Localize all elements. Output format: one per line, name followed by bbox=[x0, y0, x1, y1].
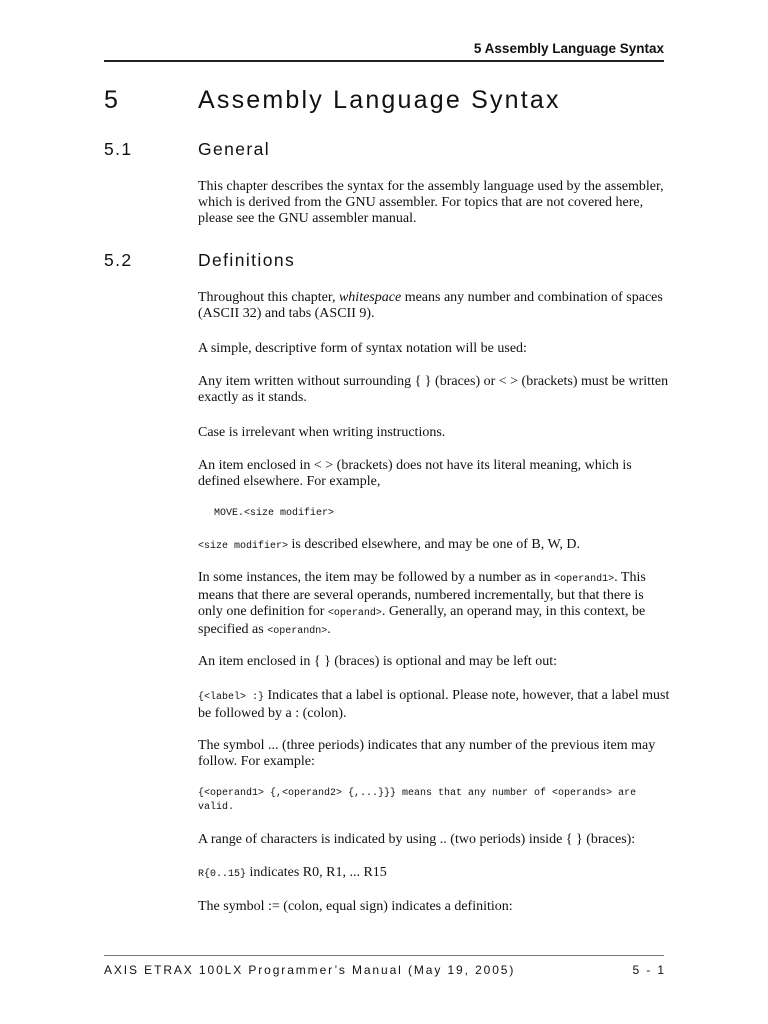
section-number-definitions: 5.2 bbox=[104, 250, 133, 270]
paragraph-general: This chapter describes the syntax for the assembly language used by the assembler, which is derived from the GNU assembler. For topics that are not covered here, please see the GNU assembler manual. bbox=[198, 179, 664, 226]
chapter-title: Assembly Language Syntax bbox=[198, 86, 561, 114]
paragraph-register-range bbox=[198, 865, 670, 883]
code-register-range: R{0..15} bbox=[198, 869, 247, 880]
paragraph-literal-items: Any item written without surrounding { } (braces) or < > (brackets) must be written exactly as it stands. bbox=[198, 374, 669, 405]
code-operandn: <operandn> bbox=[267, 626, 328, 637]
paragraph-operand-numbering bbox=[198, 570, 670, 640]
section-title-definitions: Definitions bbox=[198, 250, 296, 270]
whitespace-lead: Throughout this chapter, bbox=[198, 290, 339, 305]
whitespace-term: whitespace bbox=[338, 290, 402, 305]
size-modifier-text: is described elsewhere, and may be one of B, W, D. bbox=[288, 537, 580, 552]
running-header-title: 5 Assembly Language Syntax bbox=[473, 41, 664, 56]
paragraph-notation: A simple, descriptive form of syntax notation will be used: bbox=[198, 341, 527, 356]
paragraph-size-modifier bbox=[198, 537, 670, 555]
paragraph-three-periods: The symbol ... (three periods) indicates that any number of the previous item may follow. For example: bbox=[198, 738, 656, 769]
operand-text-d: . bbox=[327, 622, 331, 637]
register-range-text: indicates R0, R1, ... R15 bbox=[246, 865, 387, 880]
chapter-number: 5 bbox=[104, 86, 121, 114]
paragraph-label bbox=[198, 688, 670, 722]
code-size-modifier: <size modifier> bbox=[198, 541, 289, 552]
operand-text-c: . Generally, an operand may, in this context, be specified as bbox=[198, 604, 646, 637]
paragraph-range: A range of characters is indicated by using .. (two periods) inside { } (braces): bbox=[198, 832, 636, 847]
footer-manual-title: AXIS ETRAX 100LX Programmer’s Manual (May 19, 2005) bbox=[104, 963, 516, 977]
code-operand1: <operand1> bbox=[554, 574, 615, 585]
header-rule bbox=[104, 60, 664, 62]
whitespace-rest: means any number and combination of spaces (ASCII 32) and tabs (ASCII 9). bbox=[198, 290, 663, 321]
paragraph-braces: An item enclosed in { } (braces) is optional and may be left out: bbox=[198, 654, 558, 669]
code-move-example: MOVE.<size modifier> bbox=[214, 508, 335, 519]
paragraph-definition-symbol: The symbol := (colon, equal sign) indicates a definition: bbox=[198, 899, 513, 914]
operand-text-a: In some instances, the item may be followed by a number as in bbox=[198, 570, 555, 585]
page-number: 5 - 1 bbox=[632, 963, 666, 977]
section-number-general: 5.1 bbox=[104, 139, 133, 159]
paragraph-case: Case is irrelevant when writing instructions. bbox=[198, 425, 446, 440]
paragraph-brackets: An item enclosed in < > (brackets) does not have its literal meaning, which is defined elsewhere. For example, bbox=[198, 458, 632, 489]
operand-text-b: . This means that there are several operands, numbered incrementally, but that there is only one definition for bbox=[198, 570, 646, 619]
paragraph-whitespace bbox=[198, 290, 670, 322]
code-operand: <operand> bbox=[327, 608, 382, 619]
label-text: Indicates that a label is optional. Please note, however, that a label must be followed by a : (colon). bbox=[198, 688, 670, 721]
code-operands-example: {<operand1> {,<operand2> {,...}}} means that any number of <operands> are valid. bbox=[198, 788, 637, 813]
footer-rule bbox=[104, 955, 664, 956]
section-title-general: General bbox=[198, 139, 271, 159]
code-label: {<label> :} bbox=[198, 692, 265, 703]
